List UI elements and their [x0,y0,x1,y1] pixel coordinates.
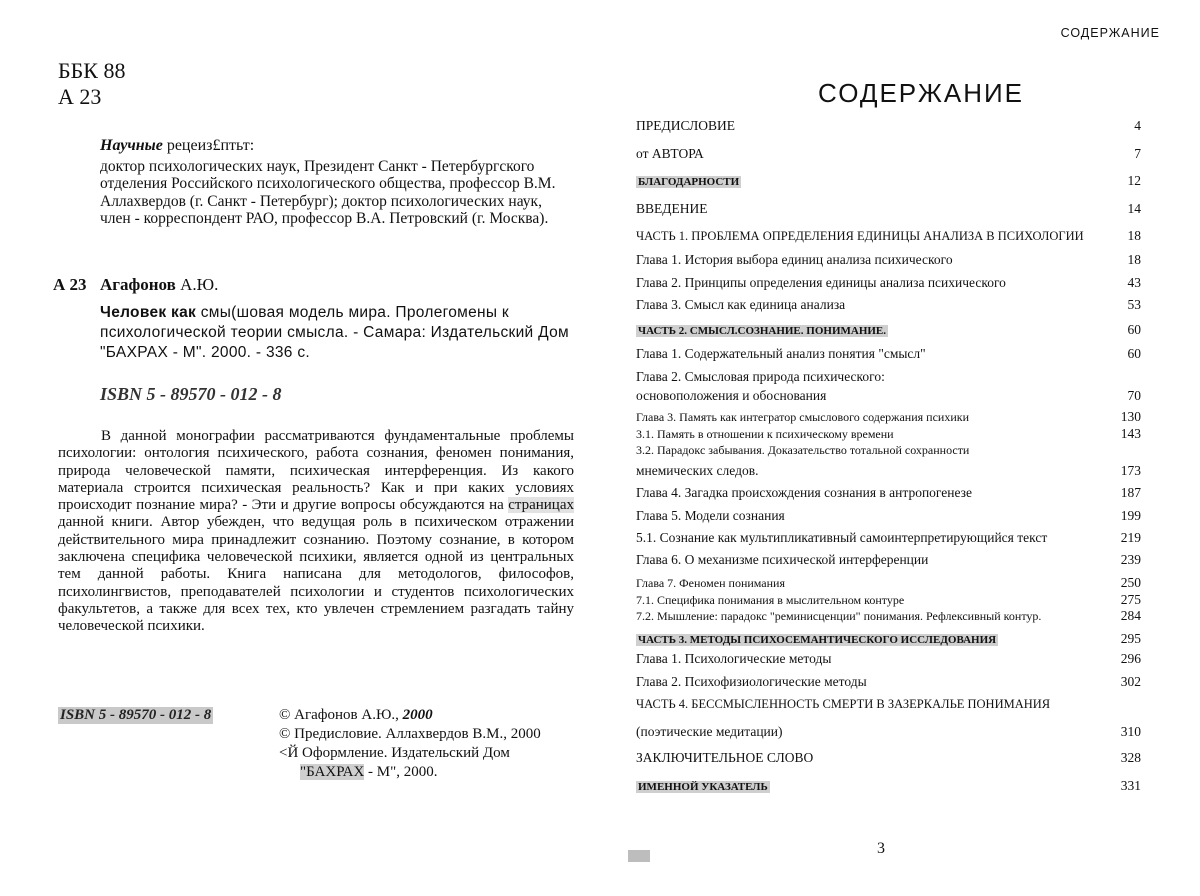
toc-entry [636,346,1141,362]
toc-entry [636,426,1141,442]
toc-entry-page: 70 [1127,388,1141,403]
toc-entry-page: 250 [1120,575,1141,590]
toc-entry-label: Глава 7. Феномен понимания [636,576,785,590]
toc-entry-page: 275 [1120,592,1141,607]
toc-entry [636,750,1141,766]
toc-entry [636,369,1141,385]
toc-entry-label: от АВТОРА [636,146,704,161]
toc-entry-label: ВВЕДЕНИЕ [636,201,708,216]
copyright-line-3: <Й Оформление. Издательский Дом [279,745,510,761]
toc-entry [636,228,1141,244]
toc-entry-label: мнемических следов. [636,463,759,478]
toc-entry-label: 7.2. Мышление: парадокс "реминисценции" понимания. Рефлексивный контур. [636,609,1042,623]
toc-entry-label: Глава 5. Модели сознания [636,508,785,523]
toc-entry-label: ИМЕННОЙ УКАЗАТЕЛЬ [638,781,768,793]
toc-entry [636,674,1141,690]
abstract-part-a: В данной монографии рассматриваются фундаментальные проблемы психологии: онтология психического, работа сознания, феномен понимания, природа человеческой памяти, психическая интерференция. Из какого материала строится психическая реальность? Как и при каких условиях происходит познание мира? - Эти и другие вопросы обсуждаются на [58,428,574,514]
toc-entry-label: Глава 2. Принципы определения единицы анализа психического [636,275,1006,290]
reviewers-label-rest: рецеиз£птьт: [166,137,255,154]
toc-entry-page: 310 [1120,724,1141,739]
toc-entry-page: 18 [1127,252,1141,267]
toc-entry [636,508,1141,524]
toc-entry-page: 60 [1127,322,1141,337]
toc-entry-page: 187 [1120,485,1141,500]
toc-entry [636,173,1141,189]
copyright-4-highlight: "БАХРАХ [300,764,365,780]
toc-entry-page: 302 [1120,674,1141,689]
catalog-code: А 23 [58,84,102,109]
toc-entry-label: Глава 3. Смысл как единица анализа [636,297,846,312]
toc-entry [636,463,1141,479]
toc-entry-page: 60 [1127,346,1141,361]
toc-entry [636,201,1141,217]
toc-entry [636,631,1141,647]
toc-entry-label: Глава 4. Загадка происхождения сознания в антропогенезе [636,485,972,500]
bbk-code: ББК 88 [58,58,126,83]
toc-entry-label: (поэтические медитации) [636,724,783,739]
toc-entry-label: ЗАКЛЮЧИТЕЛЬНОЕ СЛОВО [636,750,814,765]
toc-entry-page: 18 [1127,228,1141,243]
copyright-1-year: 2000 [402,707,433,723]
toc-entry-page: 296 [1120,651,1141,666]
toc-entry [636,697,1141,712]
toc-entry [636,275,1141,291]
copyright-4-rest: - М", 2000. [368,764,438,780]
toc-entry [636,530,1141,546]
toc-entry-page: 7 [1134,146,1141,161]
scan-mark [628,850,650,862]
toc-entry [636,252,1141,268]
toc-entry-label: 3.1. Память в отношении к психическому времени [636,427,894,441]
toc-entry-label: ЧАСТЬ 1. ПРОБЛЕМА ОПРЕДЕЛЕНИЯ ЕДИНИЦЫ АНАЛИЗА В ПСИХОЛОГИИ [636,229,1084,243]
toc-entry-page: 173 [1120,463,1141,478]
toc-entry [636,778,1141,794]
toc-entry-label: БЛАГОДАРНОСТИ [638,176,740,188]
toc-entry-label: Глава 6. О механизме психической интерференции [636,552,929,567]
isbn-main: ISBN 5 - 89570 - 012 - 8 [100,384,282,404]
toc-entry-label: ЧАСТЬ 2. СМЫСЛ.СОЗНАНИЕ. ПОНИМАНИЕ. [638,325,887,337]
title-bold: Человек как [100,304,197,321]
toc-entry-label: Глава 1. Содержательный анализ понятия "смысл" [636,346,926,361]
toc-entry-page: 199 [1120,508,1141,523]
toc-entry [636,552,1141,568]
toc-entry [636,146,1141,162]
toc-entry-page: 295 [1120,631,1141,646]
toc-entry [636,322,1141,338]
toc-entry-label: Глава 1. Психологические методы [636,651,832,666]
reviewers-label: Научные [100,137,163,154]
abstract-part-b: данной книги. Автор убежден, что ведущая роль в психическом отражении действительного мира принадлежит сознанию. Поэтому сознание, в котором заключена специфика человеческой психики, является одной из центральных тем данной работы. Книга написана для методологов, философов, психолингвистов, преподавателей психологии и студентов психологических факультетов, а также для всех тех, кто увлечен стремлением разгадать тайну человеческой психики. [58,514,574,635]
toc-entry-label: 5.1. Сознание как мультипликативный самоинтерпретирующийся текст [636,530,1048,545]
toc-entry [636,443,1141,458]
toc-entry [636,485,1141,501]
toc-entry-page: 328 [1120,750,1141,765]
toc-entry-label: ПРЕДИСЛОВИЕ [636,118,736,133]
toc-entry-label: ЧАСТЬ 4. БЕССМЫСЛЕННОСТЬ СМЕРТИ В ЗАЗЕРКАЛЬЕ ПОНИМАНИЯ [636,697,1051,711]
toc-entry-page: 284 [1120,608,1141,623]
isbn-bottom: ISBN 5 - 89570 - 012 - 8 [60,707,212,723]
toc-entry-label: ЧАСТЬ 3. МЕТОДЫ ПСИХОСЕМАНТИЧЕСКОГО ИССЛЕДОВАНИЯ [638,634,997,646]
copyright-line-4 [300,764,438,781]
toc-entry-page: 143 [1120,426,1141,441]
toc-entry-page: 331 [1120,778,1141,793]
toc-entry [636,297,1141,313]
author-initials: А.Ю. [180,275,219,294]
reviewers-heading [100,137,254,155]
author-catalog-code: А 23 [53,275,87,294]
toc-entry-page: 43 [1127,275,1141,290]
toc-entry [636,409,1141,425]
toc-entry [636,388,1141,404]
toc-entry [636,118,1141,134]
toc-entry-label: основоположения и обоснования [636,388,827,403]
toc-entry-label: Глава 2. Смысловая природа психического: [636,369,885,384]
toc-entry [636,608,1141,624]
toc-entry-page: 219 [1120,530,1141,545]
author-surname: Агафонов [100,275,176,294]
author-line [100,275,218,295]
toc-entry-page: 14 [1127,201,1141,216]
toc-entry-page: 239 [1120,552,1141,567]
title-rest: смы(шовая модель мира. Пролегомены к психологической теории смысла. - Самара: Издательский Дом "БАХРАХ - М". 2000. - 336 с. [100,304,569,361]
toc-entry [636,592,1141,608]
copyright-1-text: © Агафонов А.Ю., [279,707,399,723]
toc-entry-label: 3.2. Парадокс забывания. Доказательство тотальной сохранности [636,443,970,457]
copyright-line-2: © Предисловие. Аллахвердов В.М., 2000 [279,726,541,742]
toc-entry [636,575,1141,591]
abstract-paragraph [58,428,574,636]
toc-entry-page: 53 [1127,297,1141,312]
copyright-line-1 [279,707,433,724]
toc-entry-label: Глава 1. История выбора единиц анализа психического [636,252,953,267]
toc-entry-label: Глава 3. Память как интегратор смыслового содержания психики [636,410,969,424]
toc-entry [636,724,1141,740]
bibliographic-title [100,303,578,363]
toc-entry-label: 7.1. Специфика понимания в мыслительном контуре [636,593,905,607]
toc-entry [636,651,1141,667]
page-number: 3 [877,840,885,857]
toc-entry-page: 130 [1120,409,1141,424]
reviewers-text: доктор психологических наук, Президент Санкт - Петербургского отделения Российского психологического общества, профессор В.М. Аллахвердов (г. Санкт - Петербург); доктор психологических наук, член - корреспондент РАО, профессор В.А. Петровский (г. Москва). [100,158,556,227]
toc-entry-label: Глава 2. Психофизиологические методы [636,674,867,689]
toc-entry-page: 4 [1134,118,1141,133]
abstract-highlight: страницах [508,497,574,514]
toc-title: СОДЕРЖАНИЕ [818,78,1025,108]
running-head: СОДЕРЖАНИЕ [1060,26,1160,40]
toc-entry-page: 12 [1127,173,1141,188]
